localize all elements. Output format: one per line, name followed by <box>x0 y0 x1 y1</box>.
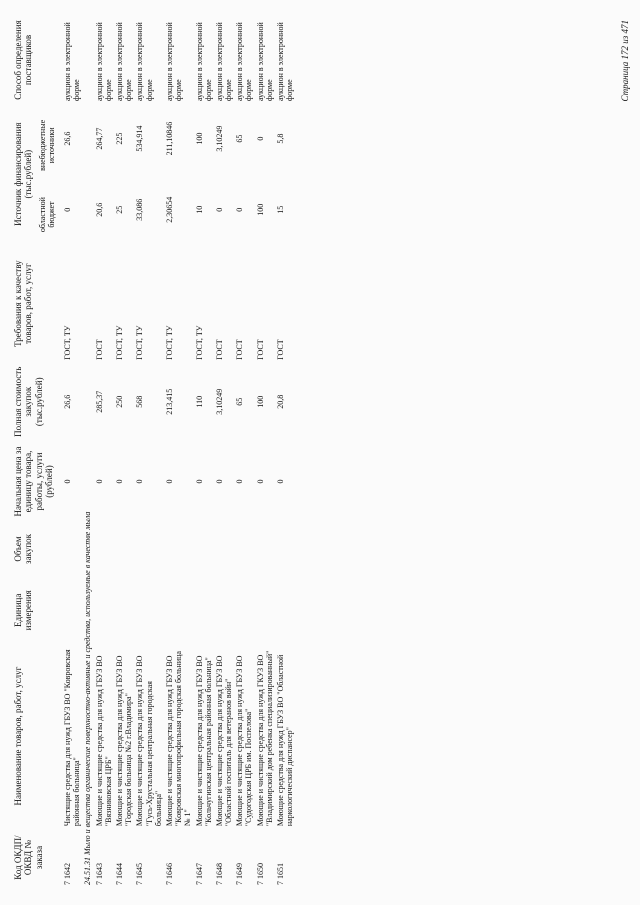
header-method: Способ определения поставщиков <box>13 20 34 100</box>
row-unit <box>214 577 234 644</box>
row-funding-regional: 0 <box>63 207 73 212</box>
header-initial-price: Начальная цена за единицу товара, работы, услуги (рублей) <box>13 446 55 517</box>
header-volume: Объем закупок <box>13 533 34 564</box>
row-price: 0 <box>115 479 124 484</box>
table-row <box>194 17 214 887</box>
row-name: Моющие средства для нужд ГБУЗ ВО "Областной наркологический диспансер" <box>276 654 295 827</box>
row-funding-offbudget: 211,10846 <box>164 121 174 156</box>
row-volume <box>164 521 194 576</box>
header-name: Наименование товаров, работ, услуг <box>13 666 23 806</box>
row-requirements: ГОСТ <box>235 339 245 360</box>
row-funding-regional: 10 <box>194 205 204 214</box>
row-price: 0 <box>135 479 145 484</box>
row-code: 7 1651 <box>276 863 285 885</box>
table-row <box>134 17 164 887</box>
row-unit <box>234 577 254 644</box>
header-unit: Единица измерения <box>13 590 34 631</box>
row-price: 0 <box>194 479 204 484</box>
row-funding-offbudget: 100 <box>194 132 204 145</box>
row-cost: 20,8 <box>276 394 285 409</box>
row-volume <box>62 521 82 576</box>
row-code: 7 1650 <box>255 863 265 885</box>
header-code: Код ОКДП/ ОКВД № заказа <box>13 835 44 880</box>
row-method: аукцион в электронной форме <box>214 22 234 101</box>
row-cost: 250 <box>115 395 124 408</box>
row-method: аукцион в электронной форме <box>135 22 154 101</box>
procurement-table <box>12 17 295 887</box>
row-requirements: ГОСТ <box>214 339 224 360</box>
section-heading-row <box>82 17 93 887</box>
row-cost: 285,37 <box>94 390 104 413</box>
row-unit <box>275 577 295 644</box>
row-volume <box>194 521 214 576</box>
table-row <box>214 17 234 887</box>
row-code: 7 1646 <box>164 863 174 885</box>
header-requirements: Требования к качеству товаров, работ, услуг <box>13 260 34 347</box>
row-cost: 100 <box>255 395 265 408</box>
row-unit <box>194 577 214 644</box>
row-funding-offbudget: 5,8 <box>276 133 285 144</box>
row-funding-regional: 0 <box>214 207 224 212</box>
row-volume <box>234 521 254 576</box>
row-cost: 3,10249 <box>214 388 224 415</box>
row-price: 0 <box>235 479 245 484</box>
row-method: аукцион в электронной форме <box>194 22 213 101</box>
row-code: 7 1649 <box>235 863 245 885</box>
row-funding-offbudget: 26,6 <box>63 131 73 146</box>
row-code: 7 1648 <box>214 863 224 885</box>
row-method: аукцион в электронной форме <box>94 22 113 101</box>
row-requirements: ГОСТ, ТУ <box>164 325 174 360</box>
row-funding-regional: 15 <box>276 205 285 214</box>
row-price: 0 <box>255 479 265 484</box>
row-funding-regional: 33,086 <box>135 198 145 221</box>
row-funding-offbudget: 3,10249 <box>214 125 224 152</box>
table-row <box>114 17 134 887</box>
header-full-cost: Полная стоимость закупок (тыс.рублей) <box>13 366 44 437</box>
page-number: Страница 172 из 471 <box>620 20 630 102</box>
row-price: 0 <box>63 479 73 484</box>
table-row <box>255 17 275 887</box>
row-requirements: ГОСТ, ТУ <box>63 325 73 360</box>
row-volume <box>114 521 134 576</box>
row-volume <box>255 521 275 576</box>
row-name: Моющие и чистящие средства для нужд ГБУЗ ВО "Гусь-Хрустальная центральная городская больница" <box>135 655 163 827</box>
row-code: 7 1644 <box>115 863 124 885</box>
row-volume <box>275 521 295 576</box>
row-requirements: ГОСТ, ТУ <box>135 325 145 360</box>
header-funding: Источник финансирования (тыс.рублей) областной бюджет внебюджетные источники <box>12 103 62 245</box>
row-name: Моющие и чистящие средства для нужд ГБУЗ ВО "Судогодская ЦРБ им. Поспелова" <box>235 655 254 827</box>
row-requirements: ГОСТ <box>94 339 104 360</box>
row-code: 7 1647 <box>194 863 204 885</box>
row-price: 0 <box>276 479 285 484</box>
row-name: Моющие и чистящие средства для нужд ГБУЗ ВО "Областной госпиталь для ветеранов войн" <box>214 655 234 827</box>
row-funding-regional: 25 <box>115 205 124 214</box>
table-row <box>62 17 82 887</box>
row-name: Чистящие средства для нужд ГБУЗ ВО "Ковровская районная больница" <box>63 649 82 827</box>
row-unit <box>114 577 134 644</box>
row-funding-offbudget: 225 <box>115 132 124 145</box>
row-method: аукцион в электронной форме <box>63 22 82 101</box>
row-requirements: ГОСТ <box>255 339 265 360</box>
row-method: аукцион в электронной форме <box>255 22 274 101</box>
row-code: 7 1645 <box>135 863 145 885</box>
row-unit <box>255 577 275 644</box>
row-cost: 213,415 <box>164 388 174 415</box>
row-volume <box>214 521 234 576</box>
row-funding-offbudget: 264,77 <box>94 127 104 150</box>
row-price: 0 <box>214 479 224 484</box>
row-price: 0 <box>94 479 104 484</box>
row-requirements: ГОСТ, ТУ <box>194 325 204 360</box>
row-unit <box>164 577 194 644</box>
table-row <box>275 17 295 887</box>
table-row <box>164 17 194 887</box>
row-volume <box>94 521 114 576</box>
row-cost: 65 <box>235 397 245 406</box>
header-funding-offbudget: внебюджетные источники <box>37 119 56 171</box>
row-funding-offbudget: 0 <box>255 136 265 141</box>
row-cost: 26,6 <box>63 394 73 409</box>
table-row <box>94 17 114 887</box>
table-row <box>234 17 254 887</box>
row-funding-regional: 100 <box>255 203 265 216</box>
row-unit <box>62 577 82 644</box>
row-unit <box>94 577 114 644</box>
row-code: 7 1642 <box>63 863 73 885</box>
row-cost: 568 <box>135 395 145 408</box>
table-header <box>12 17 62 887</box>
row-volume <box>134 521 164 576</box>
row-name: Моющие и чистящие средства для нужд ГБУЗ ВО "Вязниковская ЦРБ" <box>94 655 113 827</box>
row-funding-regional: 2,30654 <box>164 196 174 223</box>
header-funding-regional: областной бюджет <box>37 197 56 233</box>
row-name: Моющие и чистящие средства для нужд ГБУЗ ВО "Ковровская многопрофильная городская больница № 1" <box>164 651 193 827</box>
row-requirements: ГОСТ, ТУ <box>115 325 124 360</box>
row-funding-offbudget: 534,914 <box>135 125 145 152</box>
row-requirements: ГОСТ <box>276 339 285 360</box>
row-funding-regional: 0 <box>235 207 245 212</box>
row-method: аукцион в электронной форме <box>115 22 134 101</box>
row-price: 0 <box>164 479 174 484</box>
row-method: аукцион в электронной форме <box>276 22 295 101</box>
row-name: Моющие и чистящие средства для нужд ГБУЗ ВО "Кольчугинская центральная районная больница" <box>194 655 213 827</box>
row-name: Моющие и чистящие средства для нужд ГКУЗ ВО "Владимирский дом ребенка специализированный" <box>255 650 274 827</box>
row-funding-offbudget: 65 <box>235 134 245 143</box>
row-method: аукцион в электронной форме <box>164 22 184 101</box>
row-funding-regional: 20,6 <box>94 202 104 217</box>
row-cost: 110 <box>194 395 204 408</box>
row-code: 7 1643 <box>94 863 104 885</box>
row-name: Моющие и чистящие средства для нужд ГБУЗ ВО "Городская больница №2 г.Владимира" <box>115 655 134 827</box>
row-method: аукцион в электронной форме <box>235 22 254 101</box>
section-title: 24.51.31 Мыло и вещества органические поверхностно-активные и средства, используемые в качестве мыла <box>83 511 93 885</box>
row-unit <box>134 577 164 644</box>
